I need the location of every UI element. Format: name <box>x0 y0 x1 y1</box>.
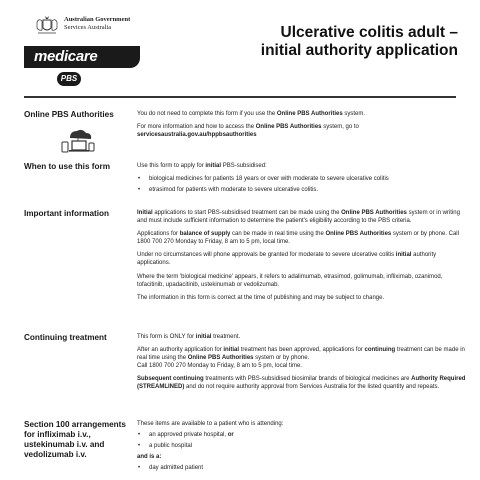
text-run: This form is ONLY for <box>137 334 196 340</box>
form-title-line-1: Ulcerative colitis adult – <box>280 24 458 41</box>
section-100-arrangements <box>24 420 464 480</box>
medicare-wordmark: medicare <box>34 48 98 65</box>
text-run-bold: Online PBS Authorities <box>255 124 322 131</box>
text-run-bold: initial <box>223 347 240 354</box>
paragraph <box>137 453 467 461</box>
gov-line-1: Australian Government <box>64 16 131 23</box>
paragraph <box>137 230 467 246</box>
paragraph <box>137 346 467 370</box>
section-body <box>137 209 467 307</box>
paragraph <box>137 251 467 267</box>
text-run: PBS-subsidised: <box>221 163 267 169</box>
paragraph <box>137 333 467 341</box>
bullet-list <box>137 431 467 450</box>
paragraph <box>137 123 467 139</box>
pbs-logo <box>57 72 81 86</box>
section-important-information <box>24 209 464 329</box>
text-run: treatment. <box>211 334 241 340</box>
government-wordmark <box>64 16 130 32</box>
section-label: Section 100 arrangements for infliximab i.v., ustekinumab i.v. and vedolizumab i.v. <box>24 420 126 459</box>
text-run: system or by phone. Call 1800 700 270 Monday to Friday, 8 am to 5 pm, local time. <box>137 231 459 246</box>
text-run: can be made in real time using the <box>230 231 326 238</box>
text-run-bold: initial <box>395 252 412 259</box>
text-run-bold: Online PBS Authorities <box>341 210 407 216</box>
text-run-bold: initial <box>205 163 222 169</box>
coat-of-arms-icon <box>34 14 60 36</box>
text-run: system or in writing and must include sufficient information to determine the patient's eligibility according to the PBS criteria. <box>137 210 460 225</box>
form-title <box>261 24 458 60</box>
text-run: system. <box>342 111 366 117</box>
section-online-pbs-authorities <box>24 110 464 160</box>
list-item <box>137 431 467 439</box>
text-run: treatments with PBS-subsidised biosimilar brands of biological medicines are <box>203 376 412 383</box>
text-run: and do not require authority approval from Services Australia for the listed quantity and repeats. <box>184 384 440 391</box>
text-run-bold: continuing <box>364 347 396 354</box>
text-run: system, go to <box>321 124 359 131</box>
section-body <box>137 333 467 397</box>
services-australia-link[interactable]: servicesaustralia.gov.au/hppbsauthorities <box>137 132 257 139</box>
form-title-line-2: initial authority application <box>260 42 458 59</box>
text-run: applications to start PBS-subsidised treatment can be made using the <box>152 210 342 216</box>
section-continuing-treatment <box>24 333 464 417</box>
section-label: When to use this form <box>24 162 110 171</box>
paragraph <box>137 162 467 170</box>
form-header <box>0 0 480 96</box>
text-run: system or by phone. <box>253 355 310 362</box>
section-body <box>137 162 467 199</box>
text-run: You do not need to complete this form if you use the <box>137 111 277 117</box>
text-run-bold: initial <box>195 334 212 340</box>
section-label: Important information <box>24 209 110 218</box>
medicare-logo <box>24 46 140 68</box>
list-item: • biological medicines for patients 18 years or over with moderate to severe ulcerative colitis <box>137 175 467 183</box>
text-run: Call 1800 700 270 Monday to Friday, 8 am to 5 pm, local time. <box>137 363 302 370</box>
list-item: • day admitted patient <box>137 464 467 472</box>
gov-line-2: Services Australia <box>64 24 112 31</box>
text-run-bold: and is a: <box>137 454 162 461</box>
paragraph <box>137 375 467 391</box>
text-run: For more information and how to access the <box>137 124 256 131</box>
text-run: Use this form to apply for <box>137 163 206 169</box>
text-run: After an authority application for <box>137 347 224 354</box>
paragraph <box>137 209 467 225</box>
section-label: Continuing treatment <box>24 333 107 342</box>
list-item: • etrasimod for patients with moderate to severe ulcerative colitis. <box>137 186 467 194</box>
text-run-bold: Authority Required (STREAMLINED) <box>137 376 466 391</box>
list-item: • a public hospital <box>137 442 467 450</box>
text-run-bold: Online PBS Authorities <box>325 231 392 238</box>
paragraph: These items are available to a patient who is attending: <box>137 421 284 427</box>
text-run: treatment can be made in real time using the <box>137 347 465 362</box>
section-body <box>137 420 467 477</box>
text-run: Under no circumstances will phone approvals be granted for moderate to severe ulcerative colitis <box>137 252 396 259</box>
text-run: authority applications. <box>137 252 437 267</box>
pbs-wordmark: PBS <box>60 74 78 83</box>
bullet-list <box>137 464 467 472</box>
paragraph: Where the term 'biological medicine' appears, it refers to adalimumab, etrasimod, golimumab, infliximab, ozanimod, tofacitinib, upadacitinib, ustekinumab or vedolizumab. <box>137 273 443 288</box>
header-divider <box>24 96 456 98</box>
text-run-bold: Initial <box>137 210 153 216</box>
section-body <box>137 110 467 144</box>
text-run: treatment has been approved, applications for <box>239 347 365 354</box>
cloud-devices-icon <box>58 126 98 156</box>
paragraph: The information in this form is correct at the time of publishing and may be subject to change. <box>137 294 385 301</box>
text-run-bold: Online PBS Authorities <box>276 111 343 117</box>
section-when-to-use <box>24 162 464 202</box>
text-run-bold: Subsequent continuing <box>137 376 204 383</box>
text-run: an approved private hospital, <box>149 432 228 439</box>
text-run-bold: balance of supply <box>179 231 231 238</box>
text-run: Applications for <box>137 231 180 238</box>
section-label: Online PBS Authorities <box>24 110 114 119</box>
bullet-list <box>137 175 467 194</box>
text-run-bold: Online PBS Authorities <box>187 355 254 362</box>
text-run-bold: or <box>227 432 234 439</box>
paragraph <box>137 110 467 118</box>
